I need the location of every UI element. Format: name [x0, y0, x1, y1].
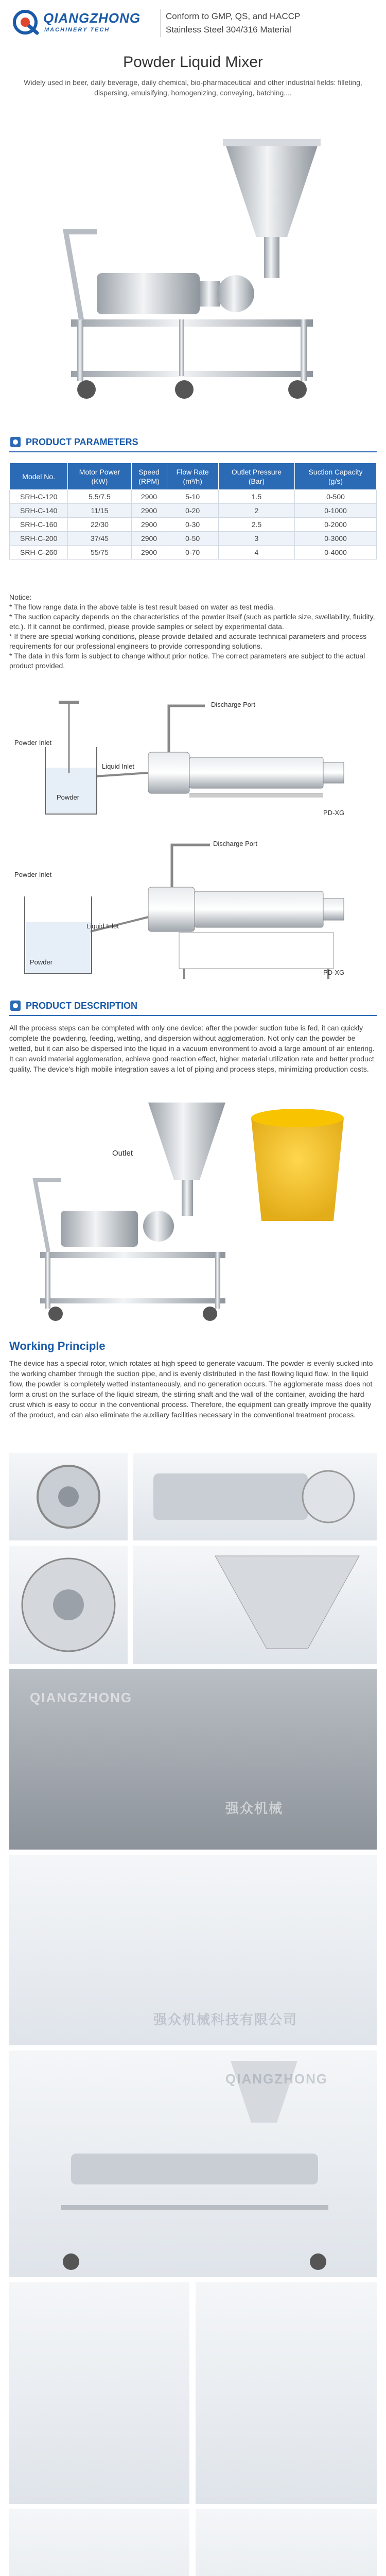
col-flow: Flow Rate (m³/h) — [167, 463, 218, 490]
table-cell: 0-4000 — [295, 546, 377, 560]
machine-product-image — [9, 1087, 377, 1334]
col-power: Motor Power (KW) — [68, 463, 131, 490]
pump-head-icon — [133, 1453, 377, 1540]
diagram1-pd: PD-XG — [323, 809, 345, 817]
table-cell: 5-10 — [167, 490, 218, 504]
params-section-header — [0, 431, 386, 453]
table-cell: SRH-C-140 — [10, 504, 68, 518]
diagram1-powder-inlet: Powder Inlet — [14, 739, 52, 747]
table-cell: 0-3000 — [295, 532, 377, 546]
description-section-title: PRODUCT DESCRIPTION — [26, 1001, 138, 1011]
col-speed: Speed (RPM) — [131, 463, 167, 490]
table-cell: 55/75 — [68, 546, 131, 560]
mixer-with-liquid-icon — [9, 1087, 377, 1334]
table-cell: 1.5 — [218, 490, 294, 504]
cart-photo-front — [9, 2050, 377, 2277]
impeller-photo — [9, 1546, 128, 1664]
description-text: All the process steps can be completed with only one device: after the powder suction tube is fed, it can quickly complete the powdering, feeding, wetting, and dispersion without agglomeration. Not only can the powder be wetted, but it can also be dispersed into the liquid in a vacuum environment to avoid a large amount of air entering. It can avoid material agglomeration, achieve good reaction effect, higher material utilization rate and better product quality. The device's high mobile integration saves a lot of piping and process steps, minimizing production costs. — [9, 1024, 375, 1073]
table-cell: 2.5 — [218, 518, 294, 532]
outlet-label: Outlet — [112, 1149, 133, 1158]
table-cell: 2900 — [131, 518, 167, 532]
flow-diagram-2 — [9, 829, 377, 984]
params-table — [9, 463, 377, 560]
notice-line: * The flow range data in the above table is test result based on water as test media. — [9, 603, 275, 611]
page-title: Powder Liquid Mixer — [123, 54, 263, 71]
table-cell: 2900 — [131, 490, 167, 504]
cart-photo-side — [9, 2282, 189, 2504]
header — [0, 0, 386, 46]
rotor-icon — [9, 1453, 128, 1540]
rotor-photo — [9, 1453, 128, 1540]
table-cell: 2 — [218, 504, 294, 518]
notice-line: * The data in this form is subject to change without prior notice. The correct parameters are subject to the actual product provided. — [9, 652, 365, 670]
assembly-photo-1 — [9, 1669, 377, 1850]
col-pressure: Outlet Pressure (Bar) — [218, 463, 294, 490]
working-principle-title: Working Principle — [9, 1340, 106, 1352]
table-row — [10, 518, 377, 532]
table-header-row — [10, 463, 377, 490]
watermark: 强众机械 — [225, 1801, 284, 1816]
table-cell: 0-20 — [167, 504, 218, 518]
diagram1-discharge: Discharge Port — [211, 701, 255, 708]
table-cell: 2900 — [131, 546, 167, 560]
cart-photo-left — [9, 2509, 189, 2576]
brand-name: QIANGZHONG — [43, 10, 141, 26]
diagram2-powder-inlet: Powder Inlet — [14, 871, 52, 878]
table-cell: 0-500 — [295, 490, 377, 504]
table-cell: 0-50 — [167, 532, 218, 546]
table-cell: 0-70 — [167, 546, 218, 560]
table-cell: SRH-C-120 — [10, 490, 68, 504]
hopper-photo — [133, 1546, 377, 1664]
table-row — [10, 490, 377, 504]
table-cell: 22/30 — [68, 518, 131, 532]
cert-line: Conform to GMP, QS, and HACCP — [166, 11, 301, 21]
watermark: QIANGZHONG — [225, 2071, 328, 2087]
table-cell: 4 — [218, 546, 294, 560]
table-cell: 0-2000 — [295, 518, 377, 532]
table-row — [10, 532, 377, 546]
watermark: 强众机械科技有限公司 — [153, 2012, 298, 2027]
brand-logo-icon — [12, 9, 40, 35]
col-suction: Suction Capacity (g/s) — [295, 463, 377, 490]
material-line: Stainless Steel 304/316 Material — [166, 25, 291, 35]
flow-diagram-2-icon — [9, 829, 377, 984]
cart-photo-rear — [196, 2282, 377, 2504]
table-cell: SRH-C-160 — [10, 518, 68, 532]
diagram2-discharge: Discharge Port — [213, 840, 257, 848]
description-section-header — [0, 994, 386, 1017]
table-cell: 0-30 — [167, 518, 218, 532]
hero-machine-image — [9, 103, 377, 412]
flow-diagram-1 — [9, 685, 377, 824]
table-cell: 5.5/7.5 — [68, 490, 131, 504]
section-rule — [9, 1015, 377, 1016]
diagram1-powder: Powder — [57, 793, 80, 801]
col-model: Model No. — [10, 463, 68, 490]
diagram2-liquid-inlet: Liquid Inlet — [86, 922, 119, 930]
table-cell: 2900 — [131, 532, 167, 546]
table-row — [10, 504, 377, 518]
brand-subtitle: MACHINERY TECH — [44, 27, 110, 33]
cart-photo-right — [196, 2509, 377, 2576]
pump-head-photo — [133, 1453, 377, 1540]
working-principle-text: The device has a special rotor, which rotates at high speed to generate vacuum. The powder is evenly sucked into the working chamber through the suction pipe, and is evenly distributed in the fast flowing liquid flow. In the liquid flow, the powder is completely wetted instantaneously, and no generation occurs. The agglomerate mass does not form a crust on the surface of the liquid stream, the stirring shaft and the wall of the container, avoiding the hard crust which is easy to occur in the conventional process. Therefore, the equipment can greatly improve the quality of the product, and can also eliminate the auxiliary facilities necessary in the conventional treatment process. — [9, 1359, 373, 1419]
notice-block — [9, 592, 377, 671]
section-gear-icon — [9, 436, 22, 448]
notice-line: * If there are special working conditions, please provide detailed and accurate technical parameters and process requirements for our professional engineers to provide corresponding solutions. — [9, 632, 367, 650]
impeller-icon — [9, 1546, 128, 1664]
table-cell: 0-1000 — [295, 504, 377, 518]
notice-line: * The suction capacity depends on the characteristics of the powder itself (such as particle size, swellability, fluidity, etc.). If it cannot be confirmed, please provide samples or select by experimental data. — [9, 613, 375, 631]
intro-text: Widely used in beer, daily beverage, daily chemical, bio-pharmaceutical and other industrial fields: filleting, dispersing, emulsifying, homogenizing, conveying, batching.... — [24, 78, 362, 97]
flow-diagram-1-icon — [9, 685, 377, 824]
table-cell: 2900 — [131, 504, 167, 518]
notice-line: Notice: — [9, 593, 32, 601]
diagram2-pd: PD-XG — [323, 969, 345, 976]
table-cell: 3 — [218, 532, 294, 546]
table-cell: 37/45 — [68, 532, 131, 546]
section-rule — [9, 451, 377, 452]
diagram2-powder: Powder — [30, 958, 53, 966]
table-cell: SRH-C-200 — [10, 532, 68, 546]
table-cell: SRH-C-260 — [10, 546, 68, 560]
assembly-photo-2 — [9, 1855, 377, 2045]
diagram1-liquid-inlet: Liquid Inlet — [102, 762, 134, 770]
watermark: QIANGZHONG — [30, 1690, 133, 1705]
params-section-title: PRODUCT PARAMETERS — [26, 437, 138, 447]
table-row — [10, 546, 377, 560]
section-gear-icon — [9, 999, 22, 1012]
hopper-icon — [133, 1546, 377, 1664]
mixer-machine-icon — [9, 103, 377, 412]
table-cell: 11/15 — [68, 504, 131, 518]
